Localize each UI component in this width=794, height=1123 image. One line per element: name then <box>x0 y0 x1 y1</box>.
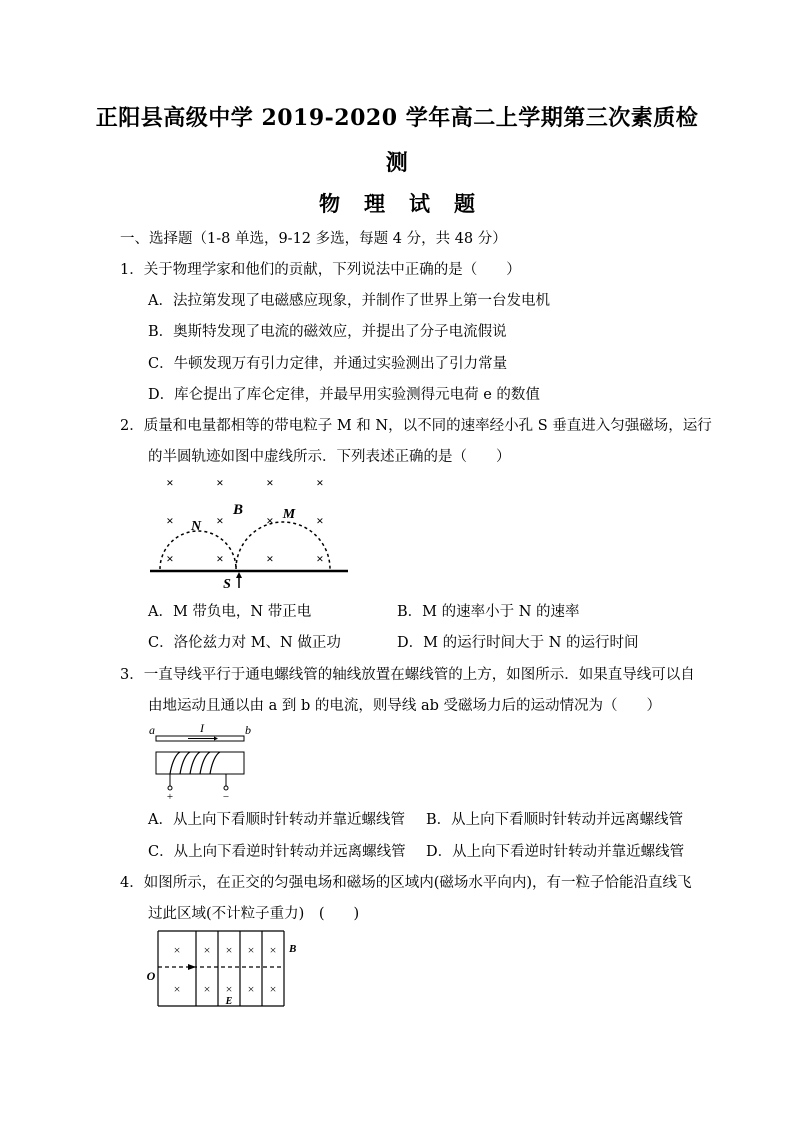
svg-text:×: × <box>216 475 224 490</box>
question-1-stem: 1．关于物理学家和他们的贡献，下列说法中正确的是（ ） <box>120 262 521 278</box>
svg-text:×: × <box>266 513 274 528</box>
solenoid-figure <box>148 722 258 802</box>
particle-label-n: N <box>190 519 202 534</box>
field-label-b: B <box>232 502 244 518</box>
entry-point-o: O <box>146 969 156 983</box>
question-4-stem-line1: 4．如图所示，在正交的匀强电场和磁场的区域内(磁场水平向内)，有一粒子恰能沿直线飞 <box>120 875 692 891</box>
question-3-stem-line2: 由地运动且通以由 a 到 b 的电流，则导线 ab 受磁场力后的运动情况为（ ） <box>148 698 662 714</box>
subject-char: 物 <box>319 191 340 216</box>
question-2-stem-line1: 2．质量和电量都相等的带电粒子 M 和 N，以不同的速率经小孔 S 垂直进入匀强磁场，运行 <box>120 418 712 434</box>
svg-text:×: × <box>316 513 324 528</box>
crossed-fields-figure <box>144 928 304 1010</box>
field-label-e: E <box>225 996 233 1007</box>
svg-text:×: × <box>173 982 181 996</box>
field-label-b: B <box>289 943 297 955</box>
svg-text:×: × <box>316 551 324 566</box>
section-heading: 一、选择题（1-8 单选，9-12 多选，每题 4 分，共 48 分） <box>120 231 507 247</box>
question-2-option-d: D．M 的运行时间大于 N 的运行时间 <box>397 635 639 651</box>
question-2-stem-line2: 的半圆轨迹如图中虚线所示．下列表述正确的是（ ） <box>148 449 511 465</box>
question-4-stem-line2: 过此区域(不计粒子重力) ( ) <box>148 906 360 922</box>
svg-text:×: × <box>166 475 174 490</box>
svg-text:×: × <box>266 551 274 566</box>
hole-label-s: S <box>223 577 231 592</box>
field-cross-marks <box>166 475 323 566</box>
question-2-option-a: A．M 带负电，N 带正电 <box>148 604 312 620</box>
question-3-stem-line1: 3．一直导线平行于通电螺线管的轴线放置在螺线管的上方，如图所示．如果直导线可以自 <box>120 667 695 683</box>
subject-char: 题 <box>454 191 475 216</box>
svg-text:×: × <box>216 513 224 528</box>
question-1-option-b: B．奥斯特发现了电流的磁效应，并提出了分子电流假说 <box>148 324 507 340</box>
svg-text:×: × <box>247 943 255 957</box>
wire-end-b: b <box>245 723 251 737</box>
svg-text:×: × <box>269 943 277 957</box>
subject-char: 试 <box>409 191 430 216</box>
terminal-minus: − <box>222 791 230 803</box>
svg-text:×: × <box>266 475 274 490</box>
svg-text:×: × <box>269 982 277 996</box>
question-3-option-d: D．从上向下看逆时针转动并靠近螺线管 <box>426 844 685 860</box>
svg-text:×: × <box>225 982 233 996</box>
question-3-option-c: C．从上向下看逆时针转动并远离螺线管 <box>148 844 406 860</box>
question-2-option-b: B．M 的速率小于 N 的速率 <box>397 604 580 620</box>
particle-label-m: M <box>282 507 296 522</box>
magnetic-field-figure <box>150 472 350 592</box>
question-3-option-a: A．从上向下看顺时针转动并靠近螺线管 <box>148 812 405 828</box>
question-1-option-d: D．库仑提出了库仑定律，并最早用实验测得元电荷 e 的数值 <box>148 387 540 403</box>
svg-text:×: × <box>166 513 174 528</box>
svg-text:×: × <box>173 943 181 957</box>
svg-text:×: × <box>203 982 211 996</box>
question-2-option-c: C．洛伦兹力对 M、N 做正功 <box>148 635 341 651</box>
svg-text:×: × <box>203 943 211 957</box>
question-1-option-c: C．牛顿发现万有引力定律，并通过实验测出了引力常量 <box>148 356 508 372</box>
terminal-plus: + <box>166 791 174 803</box>
exam-title-line1: 正阳县高级中学 2019-2020 学年高二上学期第三次素质检 <box>95 105 699 131</box>
svg-text:×: × <box>316 475 324 490</box>
current-label-i: I <box>200 721 204 735</box>
svg-text:×: × <box>216 551 224 566</box>
question-1-option-a: A．法拉第发现了电磁感应现象，并制作了世界上第一台发电机 <box>148 293 550 309</box>
svg-text:×: × <box>247 982 255 996</box>
wire-end-a: a <box>149 723 155 737</box>
svg-text:×: × <box>225 943 233 957</box>
question-3-option-b: B．从上向下看顺时针转动并远离螺线管 <box>426 812 684 828</box>
subject-char: 理 <box>364 191 385 216</box>
svg-text:×: × <box>166 551 174 566</box>
exam-title-line2: 测 <box>385 150 409 176</box>
subject-title <box>0 188 794 218</box>
